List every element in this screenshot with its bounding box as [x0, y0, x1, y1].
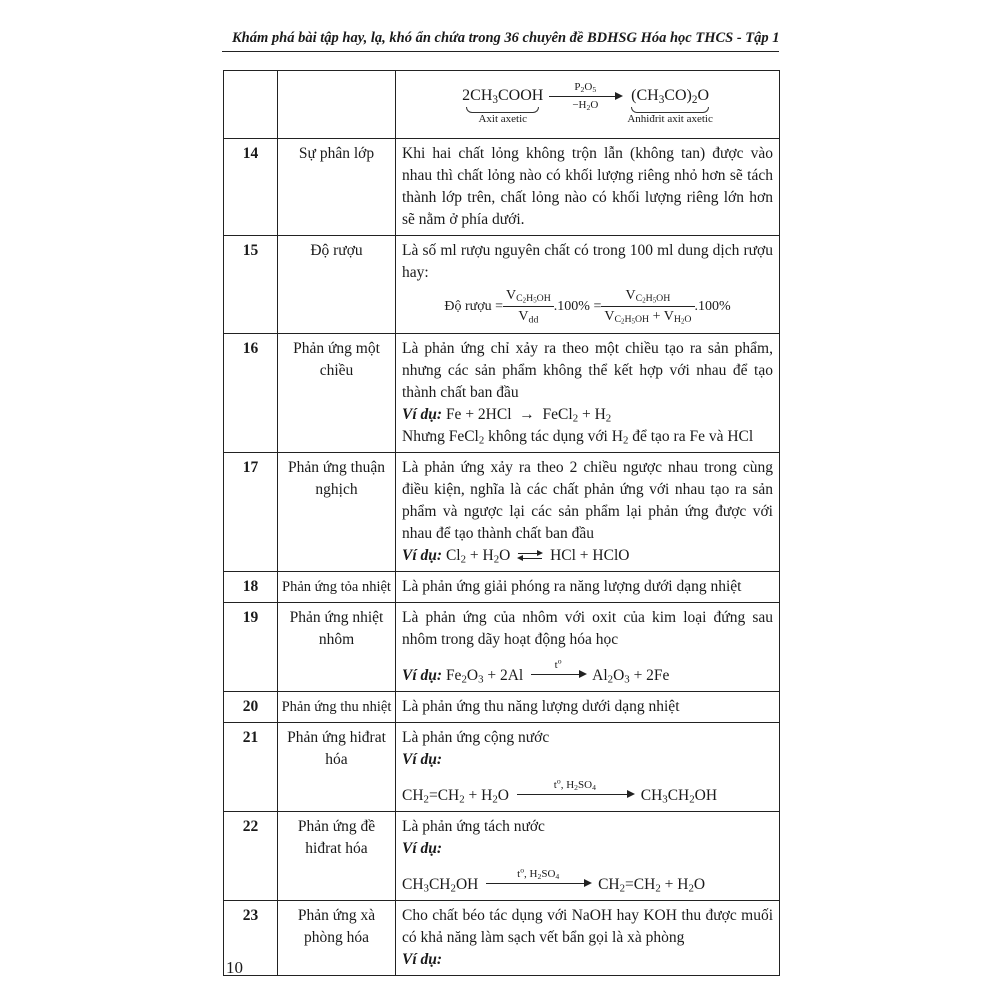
row-number-cell: 15 [224, 236, 278, 334]
example-label: Ví dụ: [402, 840, 443, 857]
example-line: Ví dụ: $Fe_2O_3 + 2Al$ $t^o$ $Al_2O_3 + 2Fe$ [402, 656, 670, 686]
table-row [224, 723, 780, 812]
table-row [224, 603, 780, 692]
row-term-cell: Phản ứng tỏa nhiệt [278, 572, 396, 603]
row-number-cell: 14 [224, 139, 278, 236]
fraction: $\frac{V_{C_2H_5OH}}{V_{C_2H_5OH} + V_{H_2O}}$ [601, 286, 694, 327]
row-number-cell: 16 [224, 334, 278, 453]
example-label: Ví dụ: [402, 667, 443, 684]
row-number-cell: 18 [224, 572, 278, 603]
reaction-arrow: $t^o$, $H_2SO_4$ [486, 881, 590, 884]
table-row [224, 236, 780, 334]
row-number-cell: 19 [224, 603, 278, 692]
row-term-cell: Phản ứng thuận nghịch [278, 453, 396, 572]
table-row [224, 901, 780, 976]
acetic-anhydride-equation [402, 80, 773, 125]
row-def-cell [396, 812, 780, 901]
example-equation: $CH_3CH_2OH$ $t^o$, $H_2SO_4$ $CH_2=CH_2 + H_2O$ [402, 865, 706, 895]
row-number-cell [224, 71, 278, 139]
example-line: Ví dụ: Fe + 2HCl → FeCl$_2$ + $H_2$ [402, 406, 612, 425]
table-row [224, 812, 780, 901]
header-rule [222, 51, 779, 52]
reaction-arrow: $t^o$ [531, 672, 585, 675]
example-label: Ví dụ: [402, 406, 443, 423]
note-line: Nhưng FeCl$_2$ không tác dụng với $H_2$ để tạo ra Fe và HCl [402, 428, 754, 447]
acetic-acid-label: Axit axetic [478, 113, 528, 125]
row-def-cell [396, 603, 780, 692]
arrow-icon: → [515, 406, 539, 423]
table-row [224, 453, 780, 572]
definition-text: Cho chất béo tác dụng với NaOH hay KOH thu được muối có khả năng làm sạch vết bẩn gọi là xà phòng [402, 907, 773, 946]
row-def-cell [396, 901, 780, 976]
example-label: Ví dụ: [402, 951, 443, 968]
fraction: $\frac{V_{C_2H_5OH}}{V_{dd}}$ [503, 286, 554, 327]
table-row [224, 334, 780, 453]
row-number-cell: 20 [224, 692, 278, 723]
row-term-cell: Độ rượu [278, 236, 396, 334]
row-def-cell [396, 236, 780, 334]
example-label: Ví dụ: [402, 547, 443, 564]
anhydride-label: Anhiđrit axit axetic [627, 113, 713, 125]
anhydride-formula: $(CH_3CO)_2O$ Anhiđrit axit axetic [627, 87, 713, 125]
table-row [224, 692, 780, 723]
row-term-cell: Phản ứng xà phòng hóa [278, 901, 396, 976]
row-term-cell: Phản ứng đề hiđrat hóa [278, 812, 396, 901]
row-term-cell: Phản ứng thu nhiệt [278, 692, 396, 723]
row-term-cell [278, 71, 396, 139]
row-term-cell: Phản ứng một chiều [278, 334, 396, 453]
row-number-cell: 21 [224, 723, 278, 812]
page-number: 10 [226, 958, 243, 977]
example-line: Ví dụ: $Cl_2 + H_2O$ HCl + HClO [402, 547, 630, 566]
row-term-cell: Sự phân lớp [278, 139, 396, 236]
definition-text: Là phản ứng tách nước [402, 818, 545, 835]
row-def-cell: Là phản ứng giải phóng ra năng lượng dưới dạng nhiệt [396, 572, 780, 603]
row-number-cell: 23 [224, 901, 278, 976]
reversible-arrow-icon [518, 551, 542, 561]
reaction-arrow: $t^o$, $H_2SO_4$ [517, 792, 633, 795]
row-term-cell: Phản ứng hiđrat hóa [278, 723, 396, 812]
running-header: Khám phá bài tập hay, lạ, khó ẩn chứa trong 36 chuyên đề BDHSG Hóa học THCS - Tập 1 [232, 30, 780, 46]
alcohol-degree-formula: Độ rượu = $\frac{V_{C_2H_5OH}}{V_{dd}}$ .100% = $\frac{V_{C_2H_5OH}}{V_{C_2H_5OH} + V_{H_2O}}$ .100% [444, 288, 731, 327]
example-equation: $CH_2=CH_2 + H_2O$ $t^o$, $H_2SO_4$ $CH_3CH_2OH$ [402, 776, 718, 806]
row-def-cell: Là phản ứng thu năng lượng dưới dạng nhiệt [396, 692, 780, 723]
row-def-cell [396, 334, 780, 453]
example-label: Ví dụ: [402, 751, 443, 768]
table-row [224, 71, 780, 139]
row-number-cell: 22 [224, 812, 278, 901]
table-row [224, 139, 780, 236]
definition-text: Là phản ứng cộng nước [402, 729, 550, 746]
row-number-cell: 17 [224, 453, 278, 572]
row-def-cell: Khi hai chất lỏng không trộn lẫn (không tan) được vào nhau thì chất lỏng nào có khối lượng riêng nhỏ hơn sẽ tách thành lớp trên, chất lỏng nào có khối lượng riêng lớn hơn sẽ nằm ở phía dưới. [396, 139, 780, 236]
reaction-arrow: $P_2O_5$ $-H_2O$ [549, 94, 621, 97]
row-term-cell: Phản ứng nhiệt nhôm [278, 603, 396, 692]
definition-text: Là số ml rượu nguyên chất có trong 100 ml dung dịch rượu hay: [402, 242, 773, 281]
acetic-acid-formula: $2CH_3COOH$ Axit axetic [462, 87, 544, 125]
row-def-cell [396, 453, 780, 572]
row-def-cell [396, 723, 780, 812]
glossary-table [223, 70, 780, 976]
definition-text: Là phản ứng chỉ xảy ra theo một chiều tạo ra sản phẩm, nhưng các sản phẩm không thể kết hợp với nhau để tạo thành chất ban đầu [402, 340, 773, 401]
definition-text: Là phản ứng xảy ra theo 2 chiều ngược nhau trong cùng điều kiện, nghĩa là các chất phản ứng với nhau tạo ra sản phẩm và ngược lại các sản phẩm lại phản ứng được với nhau để tạo thành chất ban đầu [402, 459, 773, 542]
row-def-cell [396, 71, 780, 139]
definition-text: Là phản ứng của nhôm với oxit của kim loại đứng sau nhôm trong dãy hoạt động hóa học [402, 609, 773, 648]
table-row [224, 572, 780, 603]
